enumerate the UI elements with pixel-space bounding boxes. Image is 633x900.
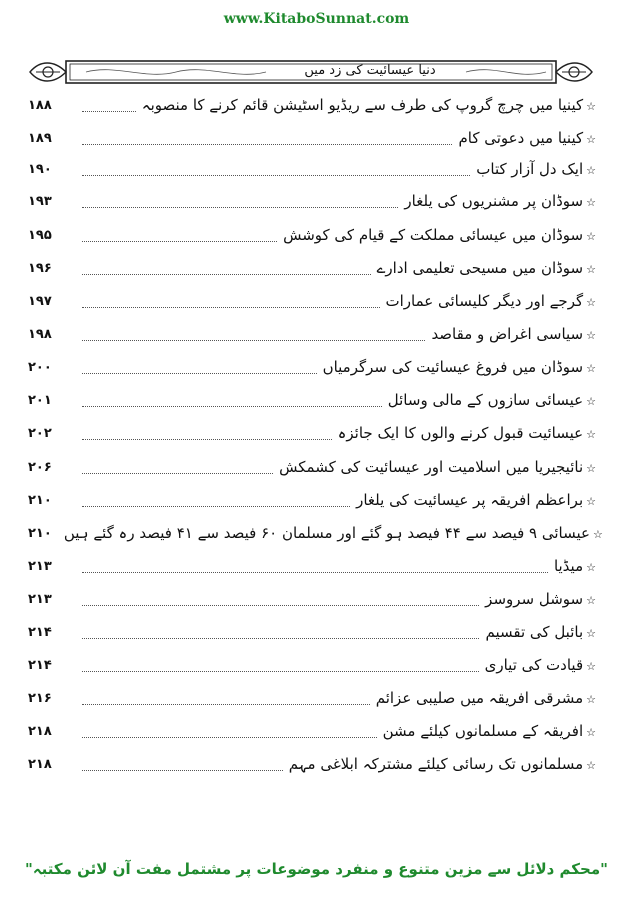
toc-entry (28, 719, 596, 743)
dotted-leader (82, 295, 380, 308)
dotted-leader (82, 593, 479, 606)
toc-page-number: ۲۱۸ (28, 756, 52, 772)
dotted-leader (82, 692, 370, 705)
toc-entry-text: عیسائی سازوں کے مالی وسائل (387, 391, 584, 409)
toc-entry-text: سوشل سروسز (485, 590, 584, 608)
toc-entry (28, 355, 596, 379)
toc-entry (28, 455, 596, 479)
toc-entry-text: عیسائیت قبول کرنے والوں کا ایک جائزہ (337, 424, 584, 442)
toc-page-number: ۱۹۰ (28, 161, 52, 177)
dotted-leader (82, 195, 398, 208)
dotted-leader (82, 229, 277, 242)
toc-page-number: ۲۱۸ (28, 723, 52, 739)
star-bullet-icon: ☆ (586, 462, 596, 475)
toc-entry (28, 587, 596, 611)
star-bullet-icon: ☆ (586, 495, 596, 508)
toc-page-number: ۲۰۲ (28, 425, 52, 441)
toc-entry-text: سوڈان میں مسیحی تعلیمی ادارے (376, 259, 584, 277)
site-url[interactable]: www.KitaboSunnat.com (223, 11, 410, 27)
star-bullet-icon: ☆ (586, 133, 596, 146)
toc-entry-text: قیادت کی تیاری (484, 656, 584, 674)
star-bullet-icon: ☆ (586, 100, 596, 113)
dotted-leader (82, 132, 452, 145)
star-bullet-icon: ☆ (586, 296, 596, 309)
star-bullet-icon: ☆ (586, 660, 596, 673)
dotted-leader (82, 328, 425, 341)
toc-entry-text: گرجے اور دیگر کلیسائی عمارات (385, 292, 584, 310)
star-bullet-icon: ☆ (586, 428, 596, 441)
toc-entry-title (476, 160, 596, 178)
toc-entry (28, 223, 596, 247)
toc-entry-text: سوڈان پر مشنریوں کی یلغار (404, 192, 584, 210)
toc-entry-text: مشرقی افریقہ میں صلیبی عزائم (375, 689, 584, 707)
toc-page-number: ۱۹۵ (28, 227, 52, 243)
dotted-leader (82, 461, 273, 474)
toc-entry-title (554, 557, 596, 575)
toc-entry (28, 488, 596, 512)
toc-page-number: ۱۹۶ (28, 260, 52, 276)
toc-entry-title (377, 259, 596, 277)
toc-entry-title (283, 226, 596, 244)
toc-entry-text: ایک دل آزار کتاب (476, 160, 584, 178)
toc-entry-text: بائبل کی تقسیم (485, 623, 584, 641)
dotted-leader (82, 394, 382, 407)
toc-entry-title (485, 623, 596, 641)
star-bullet-icon: ☆ (586, 561, 596, 574)
toc-entry (28, 289, 596, 313)
toc-entry (28, 256, 596, 280)
toc-entry (28, 521, 603, 545)
star-bullet-icon: ☆ (586, 693, 596, 706)
toc-entry (28, 126, 596, 150)
dotted-leader (82, 262, 371, 275)
dotted-leader (82, 427, 332, 440)
star-bullet-icon: ☆ (586, 164, 596, 177)
toc-entry-text: سوڈان میں فروغ عیسائیت کی سرگرمیاں (322, 358, 584, 376)
toc-entry-text: افریقہ کے مسلمانوں کیلئے مشن (382, 722, 584, 740)
dotted-leader (82, 99, 136, 112)
toc-entry-title (142, 96, 596, 114)
star-bullet-icon: ☆ (586, 759, 596, 772)
toc-entry-title (485, 590, 596, 608)
dotted-leader (82, 626, 479, 639)
star-bullet-icon: ☆ (586, 329, 596, 342)
star-bullet-icon: ☆ (586, 726, 596, 739)
dotted-leader (82, 659, 479, 672)
toc-entry-title (458, 129, 596, 147)
toc-entry-title (289, 755, 596, 773)
toc-entry-text: سوڈان میں عیسائی مملکت کے قیام کی کوشش (283, 226, 584, 244)
toc-page-number: ۲۰۱ (28, 392, 52, 408)
toc-entry-text: کینیا میں چرچ گروپ کی طرف سے ریڈیو اسٹیشن قائم کرنے کا منصوبہ (141, 96, 584, 114)
dotted-leader (82, 560, 548, 573)
dotted-leader (82, 494, 350, 507)
toc-page-number: ۱۹۸ (28, 326, 52, 342)
toc-entry (28, 620, 596, 644)
toc-entry (28, 157, 596, 181)
toc-entry-title (383, 722, 596, 740)
toc-entry-text: کینیا میں دعوتی کام (458, 129, 584, 147)
toc-page-number: ۲۱۰ (28, 492, 52, 508)
dotted-leader (82, 361, 317, 374)
toc-entry-text: نائیجیریا میں اسلامیت اور عیسائیت کی کشمکش (279, 458, 584, 476)
toc-entry (28, 421, 596, 445)
toc-entry (28, 752, 596, 776)
toc-entry-title (388, 391, 596, 409)
toc-page-number: ۲۰۰ (28, 359, 52, 375)
toc-page-number: ۲۱۶ (28, 690, 52, 706)
toc-entry (28, 388, 596, 412)
toc-entry-text: مسلمانوں تک رسائی کیلئے مشترکہ ابلاغی مہم (288, 755, 584, 773)
toc-entry-title (431, 325, 596, 343)
toc-page-number: ۱۹۷ (28, 293, 52, 309)
dotted-leader (82, 163, 470, 176)
toc-entry-text: عیسائی ۹ فیصد سے ۴۴ فیصد ہو گئے اور مسلمان ۶۰ فیصد سے ۴۱ فیصد رہ گئے ہیں (63, 524, 590, 542)
star-bullet-icon: ☆ (586, 230, 596, 243)
toc-entry-title (323, 358, 596, 376)
star-bullet-icon: ☆ (586, 362, 596, 375)
toc-page-number: ۲۰۶ (28, 459, 52, 475)
toc-entry (28, 189, 596, 213)
toc-entry (28, 686, 596, 710)
toc-entry-text: براعظم افریقہ پر عیسائیت کی یلغار (356, 491, 584, 509)
star-bullet-icon: ☆ (586, 594, 596, 607)
star-bullet-icon: ☆ (586, 627, 596, 640)
toc-entry (28, 554, 596, 578)
footer-tagline: "محکم دلائل سے مزین متنوع و منفرد موضوعات پر مشتمل مفت آن لائن مکتبہ" (25, 860, 608, 878)
dotted-leader (82, 725, 377, 738)
toc-page-number: ۱۸۹ (28, 130, 52, 146)
toc-page-number: ۱۸۸ (28, 97, 52, 113)
toc-page-number: ۱۹۳ (28, 193, 52, 209)
toc-page-number: ۲۱۳ (28, 558, 52, 574)
toc-entry-title (376, 689, 596, 707)
toc-entry-title (404, 192, 596, 210)
toc-page-number: ۲۱۰ (28, 525, 52, 541)
star-bullet-icon: ☆ (592, 528, 603, 541)
toc-entry-title (64, 524, 603, 542)
toc-entry-text: سیاسی اغراض و مقاصد (431, 325, 584, 343)
toc-entry-title (356, 491, 596, 509)
star-bullet-icon: ☆ (586, 196, 596, 209)
dotted-leader (82, 758, 283, 771)
toc-page-number: ۲۱۳ (28, 591, 52, 607)
star-bullet-icon: ☆ (586, 395, 596, 408)
toc-entry-title (338, 424, 596, 442)
toc-entry-title (386, 292, 596, 310)
toc-page-number: ۲۱۴ (28, 657, 52, 673)
toc-entry-title (485, 656, 596, 674)
page-header-title: دنیا عیسائیت کی زد میں (304, 63, 436, 78)
toc-entry (28, 93, 596, 117)
star-bullet-icon: ☆ (586, 263, 596, 276)
toc-entry-title (279, 458, 596, 476)
toc-entry (28, 322, 596, 346)
toc-entry (28, 653, 596, 677)
toc-page-number: ۲۱۴ (28, 624, 52, 640)
toc-entry-text: میڈیا (553, 557, 584, 575)
